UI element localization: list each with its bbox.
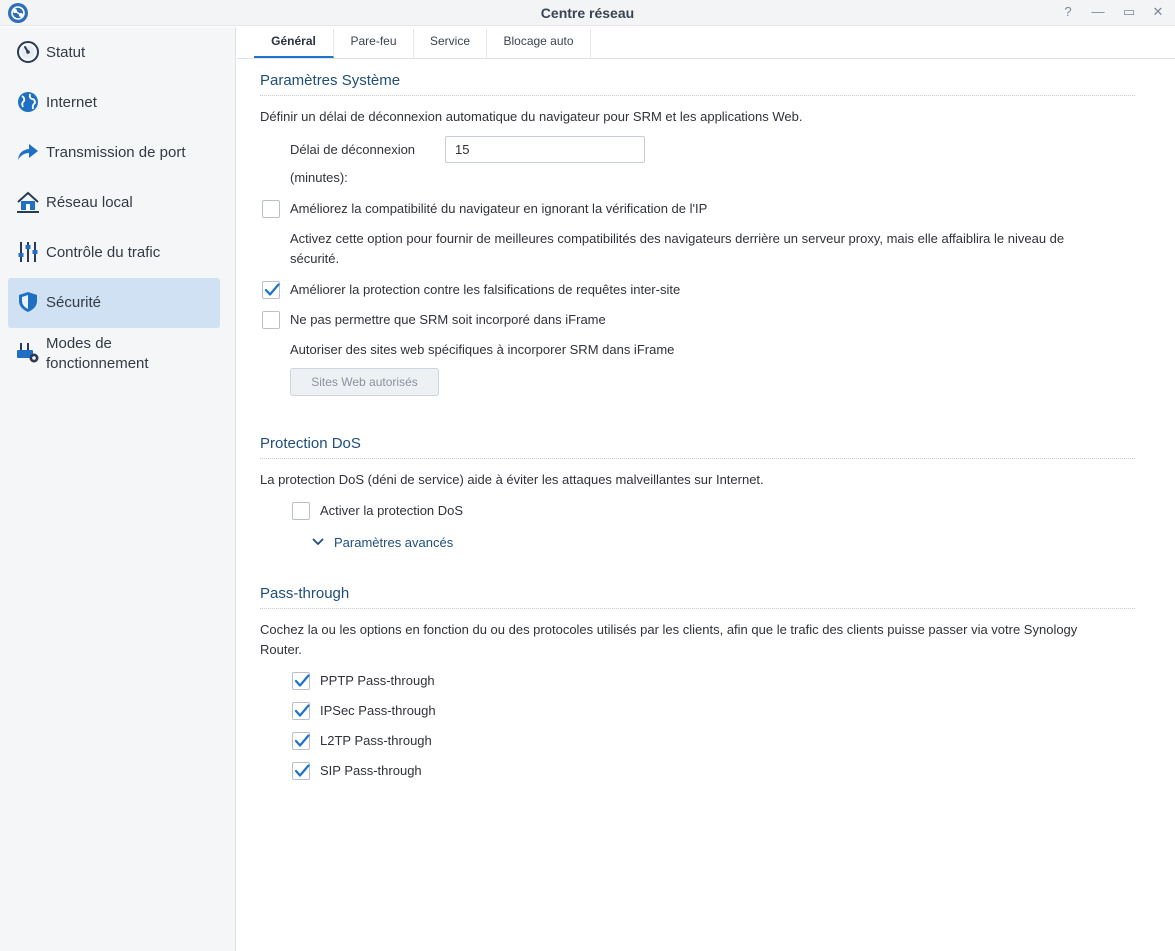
section-divider: [260, 95, 1135, 96]
pptp-checkbox[interactable]: [292, 672, 310, 690]
passthrough-description-line2: Router.: [260, 642, 302, 657]
sidebar-item-label: Transmission de port: [46, 144, 186, 161]
sip-label: SIP Pass-through: [320, 763, 422, 778]
ip-check-checkbox[interactable]: [262, 200, 280, 218]
sidebar-item-label: Sécurité: [46, 294, 102, 311]
sidebar-item-modes-de-fonctionnement[interactable]: [8, 328, 220, 378]
sidebar-item-securite[interactable]: [8, 278, 220, 328]
sidebar: [0, 27, 236, 951]
timeout-input[interactable]: [445, 136, 645, 163]
sidebar-item-internet[interactable]: [8, 78, 220, 128]
checkmark-icon: [294, 733, 310, 749]
checkmark-icon: [294, 703, 310, 719]
forward-arrow-icon: [16, 140, 40, 164]
ipsec-label: IPSec Pass-through: [320, 703, 436, 718]
section-title-passthrough: Pass-through: [260, 585, 350, 602]
maximize-button[interactable]: ▭: [1122, 4, 1136, 19]
router-gear-icon: [16, 340, 40, 364]
dos-description: La protection DoS (déni de service) aide à éviter les attaques malveillantes sur Internet.: [260, 472, 764, 487]
sidebar-item-label: Statut: [46, 44, 86, 61]
sip-checkbox[interactable]: [292, 762, 310, 780]
iframe-checkbox[interactable]: [262, 311, 280, 329]
sidebar-item-label: Réseau local: [46, 194, 133, 211]
dos-enable-checkbox[interactable]: [292, 502, 310, 520]
advanced-settings-link[interactable]: Paramètres avancés: [334, 535, 454, 550]
allowed-sites-button[interactable]: Sites Web autorisés: [290, 368, 439, 396]
checkmark-icon: [264, 282, 280, 298]
checkmark-icon: [294, 673, 310, 689]
sidebar-item-reseau-local[interactable]: [8, 178, 220, 228]
l2tp-checkbox[interactable]: [292, 732, 310, 750]
close-button[interactable]: ✕: [1152, 4, 1164, 19]
iframe-label: Ne pas permettre que SRM soit incorporé dans iFrame: [290, 312, 606, 327]
shield-icon: [16, 290, 40, 314]
section-title-dos: Protection DoS: [260, 435, 361, 452]
sidebar-item-label: Contrôle du trafic: [46, 244, 161, 261]
tab-general[interactable]: Général: [254, 29, 334, 58]
home-network-icon: [16, 190, 40, 214]
globe-icon: [16, 90, 40, 114]
gauge-icon: [16, 40, 40, 64]
csrf-label: Améliorer la protection contre les falsifications de requêtes inter-site: [290, 282, 681, 297]
sidebar-item-label-line2: fonctionnement: [46, 355, 149, 372]
tab-pare-feu[interactable]: Pare-feu: [334, 29, 414, 58]
window-title: Centre réseau: [540, 5, 635, 21]
ipsec-checkbox[interactable]: [292, 702, 310, 720]
help-button[interactable]: ?: [1064, 4, 1072, 19]
sidebar-item-label-line1: Modes de: [46, 335, 112, 352]
checkmark-icon: [294, 763, 310, 779]
pptp-label: PPTP Pass-through: [320, 673, 435, 688]
sidebar-item-statut[interactable]: [8, 28, 220, 78]
ip-check-note-line2: sécurité.: [290, 251, 340, 266]
ip-check-label: Améliorez la compatibilité du navigateur en ignorant la vérification de l'IP: [290, 201, 708, 216]
passthrough-description-line1: Cochez la ou les options en fonction du ou des protocoles utilisés par les clients, afin que le trafic des clients puisse passer via votre Synology: [260, 622, 1078, 637]
timeout-label-line2: (minutes):: [290, 170, 348, 185]
l2tp-label: L2TP Pass-through: [320, 733, 432, 748]
sidebar-item-label: [46, 334, 149, 374]
tab-service[interactable]: Service: [414, 29, 487, 58]
section-divider: [260, 458, 1135, 459]
section-divider: [260, 608, 1135, 609]
tab-blocage-auto[interactable]: Blocage auto: [487, 29, 591, 58]
section-title-system: Paramètres Système: [260, 72, 401, 89]
sidebar-item-label: Internet: [46, 94, 97, 111]
sidebar-item-transmission-de-port[interactable]: [8, 128, 220, 178]
sidebar-item-controle-du-trafic[interactable]: [8, 228, 220, 278]
sliders-icon: [16, 240, 40, 264]
dos-enable-label: Activer la protection DoS: [320, 503, 464, 518]
timeout-label-line1: Délai de déconnexion: [290, 142, 416, 157]
ip-check-note-line1: Activez cette option pour fournir de meilleures compatibilités des navigateurs derrière un serveur proxy, mais elle affaiblira le niveau de: [290, 231, 1065, 246]
tab-bar: [237, 27, 1175, 59]
minimize-button[interactable]: —: [1091, 4, 1105, 19]
title-bar: [0, 0, 1175, 26]
chevron-down-icon[interactable]: [311, 535, 325, 549]
csrf-checkbox[interactable]: [262, 281, 280, 299]
iframe-note: Autoriser des sites web spécifiques à incorporer SRM dans iFrame: [290, 342, 675, 357]
system-description: Définir un délai de déconnexion automatique du navigateur pour SRM et les applications Web.: [260, 109, 803, 124]
